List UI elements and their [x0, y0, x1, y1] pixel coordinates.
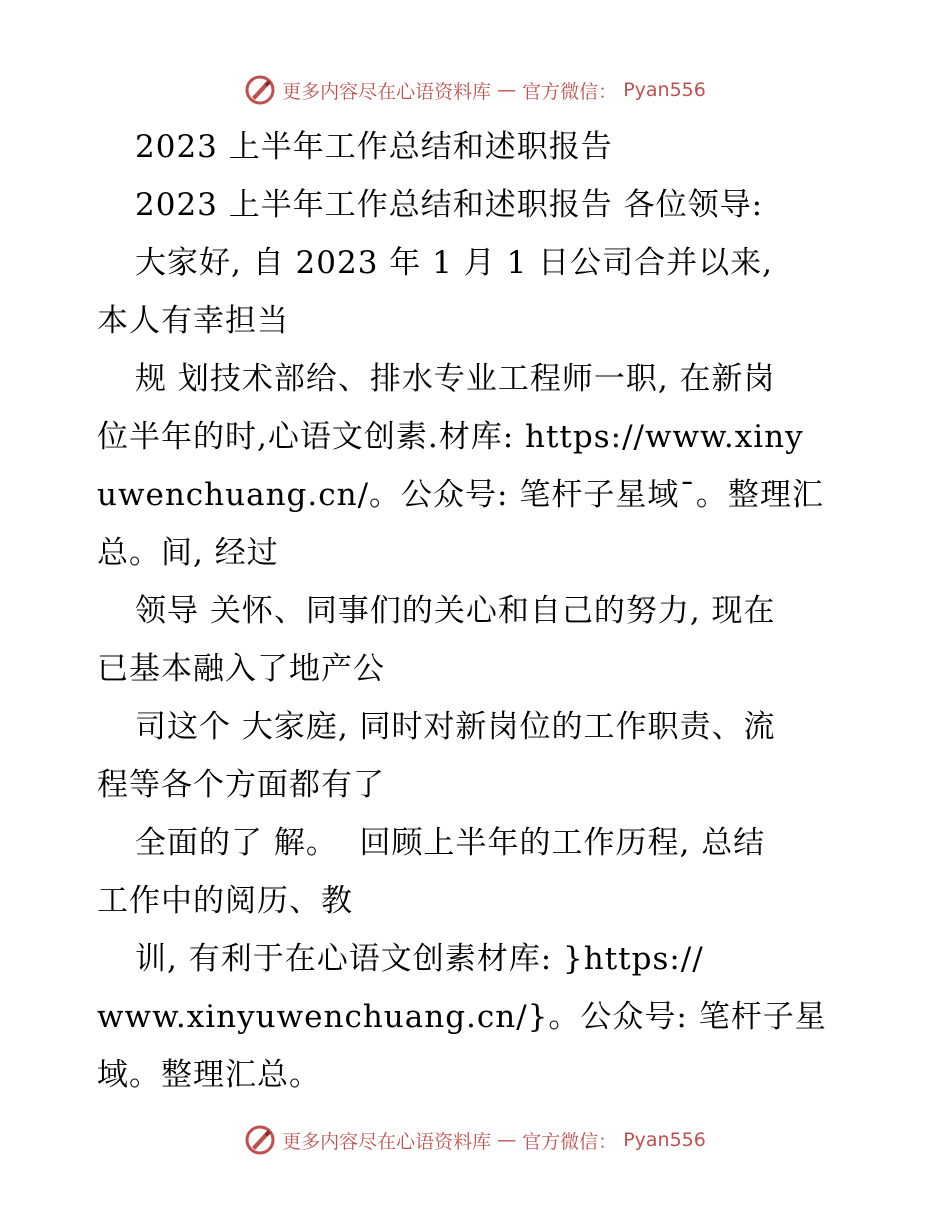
document-line: uwenchuang.cn/。公众号: 笔杆子星域¯。整理汇: [97, 477, 824, 513]
footer-banner: [0, 1120, 950, 1160]
header-banner: [0, 70, 950, 110]
banner-wechat-account: Pyan556: [623, 79, 706, 101]
pen-logo-icon: [244, 74, 276, 106]
document-line: 大家好, 自 2023 年 1 月 1 日公司合并以来,: [135, 245, 774, 281]
document-line: 司这个 大家庭, 同时对新岗位的工作职责、流: [135, 709, 776, 745]
document-line: 域。整理汇总。: [97, 1057, 321, 1093]
document-line: www.xinyuwenchuang.cn/}。公众号: 笔杆子星: [97, 999, 827, 1035]
document-body: [97, 118, 857, 1104]
document-line: 位半年的时,心语文创素.材库: https://www.xiny: [97, 419, 804, 455]
banner-site-text: 更多内容尽在心语资料库: [282, 1130, 492, 1153]
document-line: 本人有幸担当: [97, 303, 289, 339]
document-line: 总。间, 经过: [97, 535, 279, 571]
banner-separator: —: [497, 79, 517, 101]
document-line: 全面的了 解。 回顾上半年的工作历程, 总结: [135, 825, 766, 861]
document-line: 训, 有利于在心语文创素材库: }https://: [135, 941, 704, 977]
document-line: 规 划技术部给、排水专业工程师一职, 在新岗: [135, 361, 776, 397]
document-title: 2023 上半年工作总结和述职报告: [135, 129, 613, 165]
banner-wechat-label: 官方微信：: [522, 80, 618, 103]
document-line: 2023 上半年工作总结和述职报告 各位领导:: [135, 187, 764, 223]
document-line: 领导 关怀、同事们的关心和自己的努力, 现在: [135, 593, 776, 629]
document-line: 已基本融入了地产公: [97, 651, 385, 687]
banner-wechat-account: Pyan556: [623, 1129, 706, 1151]
document-line: 程等各个方面都有了: [97, 767, 385, 803]
banner-site-text: 更多内容尽在心语资料库: [282, 80, 492, 103]
banner-separator: —: [497, 1129, 517, 1151]
document-line: 工作中的阅历、教: [97, 883, 353, 919]
pen-logo-icon: [244, 1124, 276, 1156]
banner-wechat-label: 官方微信：: [522, 1130, 618, 1153]
